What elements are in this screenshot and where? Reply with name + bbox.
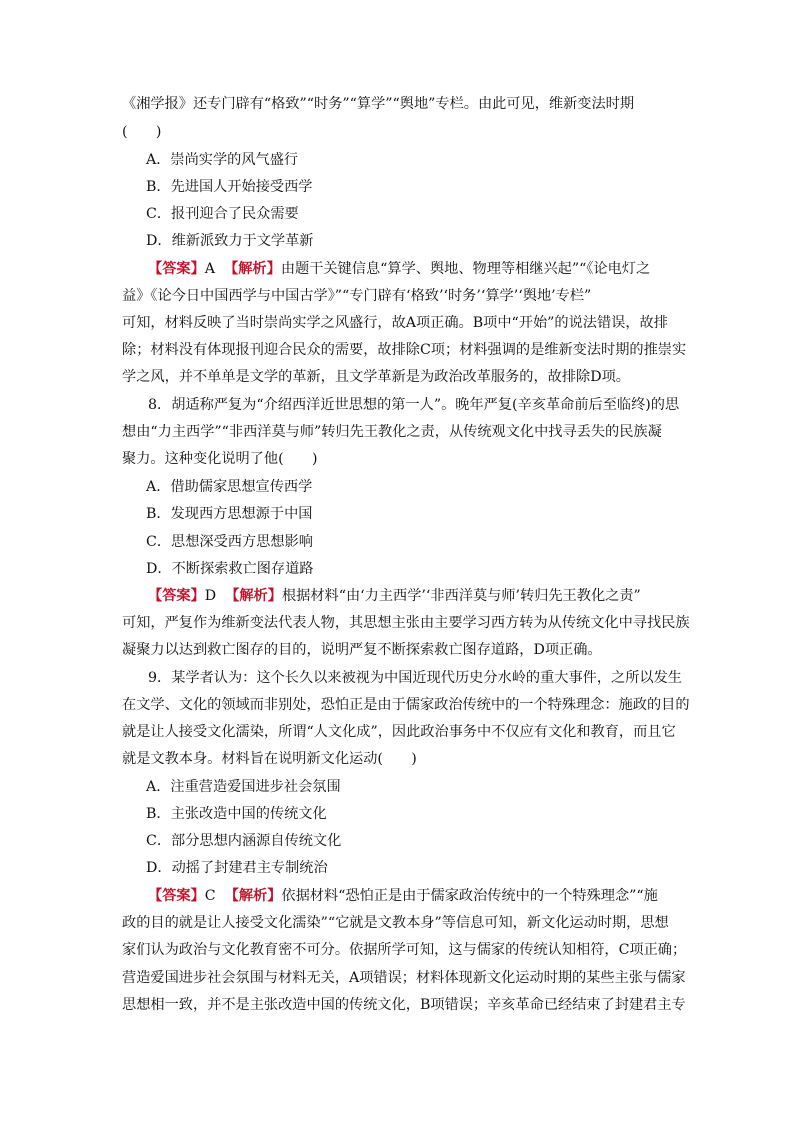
- q9-analysis-line: 思想相一致，并不是主张改造中国的传统文化，B项错误；辛亥革命已经结束了封建君主专: [122, 997, 686, 1013]
- q8-stem-line: 8．胡适称严复为“介绍西洋近世思想的第一人”。晚年严复(辛亥革命前后至临终)的思: [148, 397, 680, 413]
- analysis-text: 由题干关键信息“算学、舆地、物理等相继兴起”“《论电灯之: [280, 261, 651, 277]
- q9-option-a: A．注重营造爱国进步社会氛围: [146, 779, 341, 795]
- q9-analysis-line: 家们认为政治与文化教育密不可分。依据所学可知，这与儒家的传统认知相符，C项正确；: [122, 942, 687, 958]
- q9-stem-line: 就是让人接受文化濡染，所谓“人文化成”，因此政治事务中不仅应有文化和教育，而且它: [122, 724, 676, 740]
- q8-answer-line: [148, 586, 708, 606]
- q8-option-a: A．借助儒家思想宣传西学: [146, 479, 313, 495]
- answer-value: D: [204, 588, 217, 604]
- q7-analysis-line: 可知，材料反映了当时崇尚实学之风盛行，故A项正确。B项中“开始”的说法错误，故排: [122, 315, 668, 331]
- answer-label: 【答案】: [148, 588, 205, 604]
- q8-option-d: D．不断探索救亡图存道路: [146, 561, 314, 577]
- q7-option-c: C．报刊迎合了民众需要: [146, 206, 299, 222]
- answer-label: 【答案】: [148, 261, 205, 277]
- answer-label: 【答案】: [148, 888, 205, 904]
- q9-analysis-line: 营造爱国进步社会氛围与材料无关，A项错误；材料体现新文化运动时期的某些主张与儒家: [122, 970, 686, 986]
- analysis-text: 根据材料“由‘力主西学’‘非西洋莫与师’转归先王教化之责”: [281, 588, 641, 604]
- q9-option-b: B．主张改造中国的传统文化: [146, 806, 327, 822]
- answer-value: A: [204, 261, 216, 277]
- q7-analysis-line: 学之风，并不单单是文学的革新，且文学革新是为政治改革服务的，故排除D项。: [122, 369, 630, 385]
- q8-stem-line: 聚力。这种变化说明了他( ): [122, 451, 318, 467]
- answer-value: C: [204, 888, 216, 904]
- analysis-text: 依据材料“恐怕正是由于儒家政治传统中的一个特殊理念”“施: [281, 888, 658, 904]
- q9-stem-line: 在文学、文化的领域而非别处，恐怕正是由于儒家政治传统中的一个特殊理念：施政的目的: [122, 697, 690, 713]
- analysis-label: 【解析】: [224, 261, 281, 277]
- q8-analysis-line: 凝聚力以达到救亡图存的目的，说明严复不断探索救亡图存道路，D项正确。: [122, 642, 602, 658]
- q7-answer-blank: ( ): [122, 124, 162, 140]
- q9-stem-line: 9．某学者认为：这个长久以来被视为中国近现代历史分水岭的重大事件，之所以发生: [148, 670, 682, 686]
- q7-stem-tail: 《湘学报》还专门辟有“格致”“时务”“算学”“舆地”专栏。由此可见，维新变法时期: [122, 96, 635, 112]
- q9-analysis-line: 政的目的就是让人接受文化濡染”“它就是文教本身”等信息可知，新文化运动时期，思想: [122, 915, 669, 931]
- analysis-label: 【解析】: [224, 888, 282, 904]
- q8-stem-line: 想由“力主西学”“非西洋莫与师”转归先王教化之责，从传统观文化中找寻丢失的民族凝: [122, 424, 662, 440]
- q7-answer-line: [148, 259, 708, 279]
- q8-option-b: B．发现西方思想源于中国: [146, 506, 313, 522]
- q9-answer-line: [148, 886, 708, 906]
- q9-option-c: C．部分思想内涵源自传统文化: [146, 833, 342, 849]
- q7-analysis-line: 益》《论今日中国西学与中国古学》”“专门辟有‘格致’‘时务’‘算学’‘舆地’专栏”: [122, 288, 592, 304]
- q9-option-d: D．动摇了封建君主专制统治: [146, 860, 328, 876]
- q7-option-a: A．崇尚实学的风气盛行: [146, 152, 299, 168]
- q8-option-c: C．思想深受西方思想影响: [146, 534, 313, 550]
- q9-stem-line: 就是文教本身。材料旨在说明新文化运动( ): [122, 751, 417, 767]
- analysis-label: 【解析】: [225, 588, 282, 604]
- q7-option-d: D．维新派致力于文学革新: [146, 233, 314, 249]
- q8-analysis-line: 可知，严复作为维新变法代表人物，其思想主张由主要学习西方转为从传统文化中寻找民族: [122, 615, 690, 631]
- q7-analysis-line: 除；材料没有体现报刊迎合民众的需要，故排除C项；材料强调的是维新变法时期的推崇实: [122, 342, 687, 358]
- q7-option-b: B．先进国人开始接受西学: [146, 179, 313, 195]
